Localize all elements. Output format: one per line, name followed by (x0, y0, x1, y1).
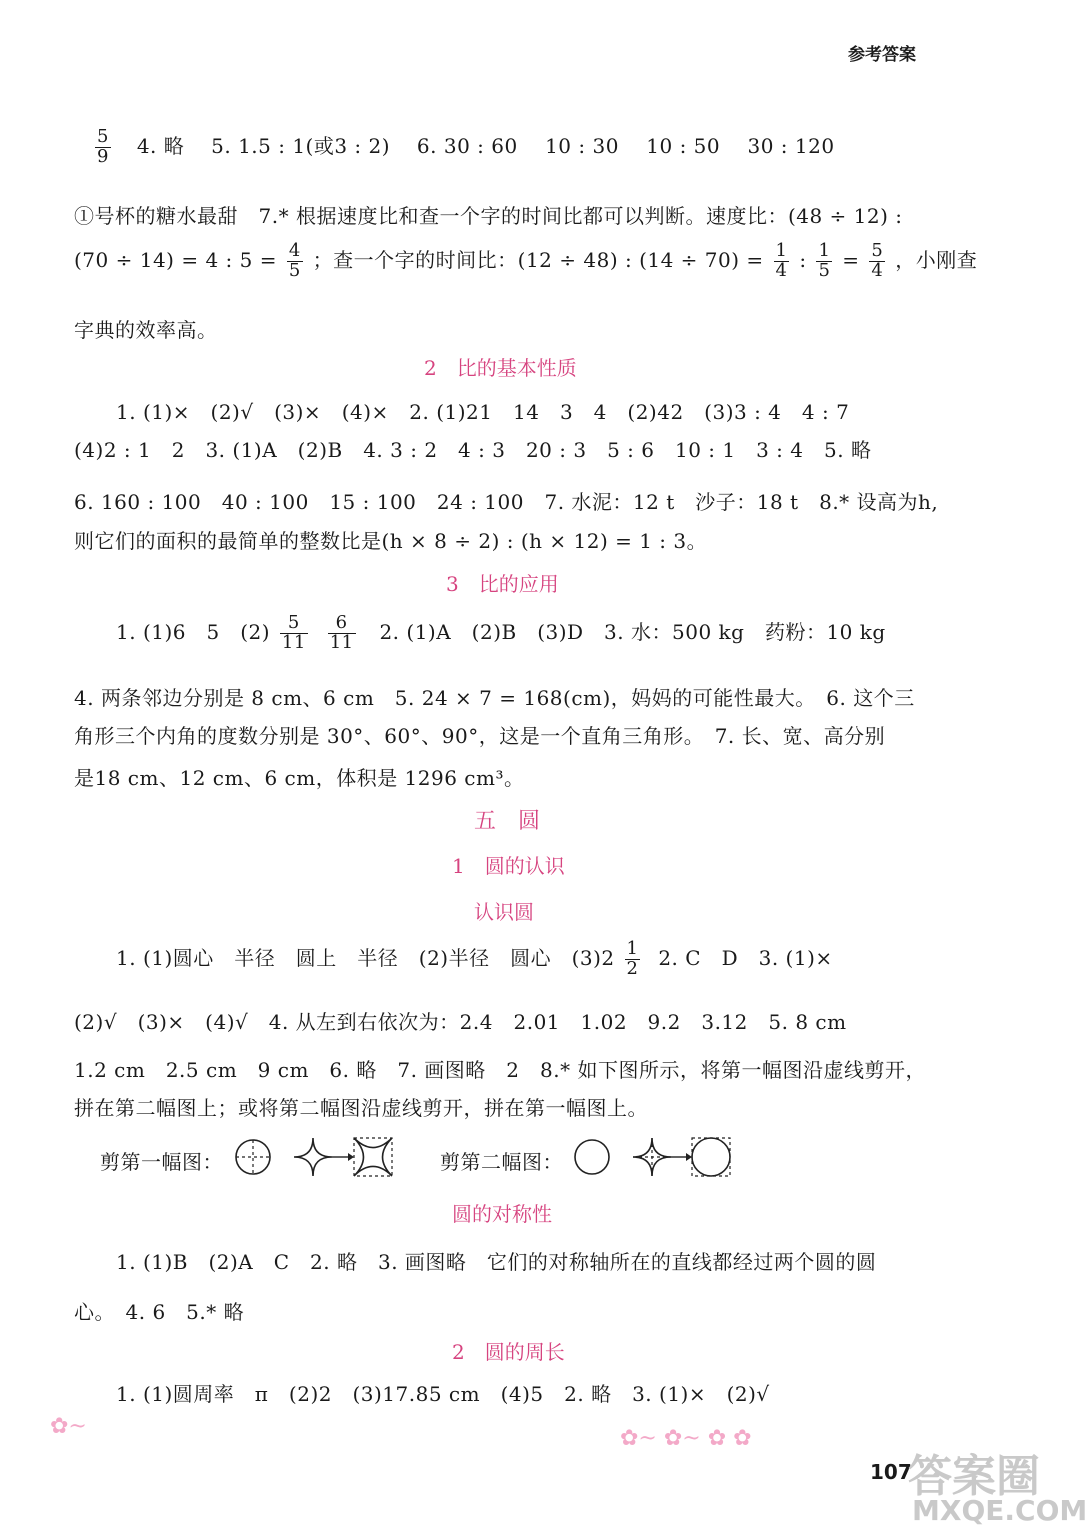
section-heading-3: 3 比的应用 (446, 572, 559, 596)
answer-line-5: 1. (1)× (2)√ (3)× (4)× 2. (1)21 14 3 4 (2)42 (3)3 : 4 4 : 7 (116, 400, 850, 424)
circle-shape (236, 1140, 270, 1174)
cut-figure-2 (570, 1130, 740, 1180)
cut-label-1: 剪第一幅图： (100, 1150, 223, 1174)
answer-line-18: 心。 4. 6 5.* 略 (74, 1300, 245, 1324)
answer-line-15: 1.2 cm 2.5 cm 9 cm 6. 略 7. 画图略 2 8.* 如下图所示，将第一幅图沿虚线剪开， (74, 1058, 926, 1082)
answer-line-12: 是18 cm、12 cm、6 cm，体积是 1296 cm³。 (74, 766, 525, 790)
unit-heading: 五 圆 (474, 809, 541, 834)
fraction: $\frac{5}{9}$ (97, 126, 109, 167)
answer-line-19: 1. (1)圆周率 π (2)2 (3)17.85 cm (4)5 2. 略 3. (1)× (2)√ (116, 1382, 770, 1406)
cut-figure-1 (232, 1130, 402, 1180)
answer-line-3: (70 ÷ 14) = 4 : 5 = $\frac{4}{5}$ ；查一个字的时间比：(12 ÷ 48) : (14 ÷ 70) = $\frac{1}{4}$ : $\frac{1}{5}$ = $\frac{5}{4}$ ，小刚查 (74, 240, 978, 281)
section-heading-2: 2 比的基本性质 (424, 356, 577, 380)
page-number: 107 (870, 1460, 912, 1484)
circle-shape (575, 1140, 609, 1174)
answer-line-1: $\frac{5}{9}$ 4. 略 5. 1.5 : 1(或3 : 2) 6. 30 : 60 10 : 30 10 : 50 30 : 120 (97, 126, 835, 167)
page-header: 参考答案 (848, 45, 916, 65)
subsection-heading-1: 认识圆 (474, 900, 534, 924)
answer-line-16: 拼在第二幅图上；或将第二幅图沿虚线剪开，拼在第一幅图上。 (74, 1096, 648, 1120)
decoration-sprig: ✿~ (50, 1414, 87, 1439)
section-heading-5-1: 1 圆的认识 (452, 854, 565, 878)
watermark-url: MXQE.COM (912, 1494, 1087, 1527)
answer-line-9: 1. (1)6 5 (2) $\frac{5}{11}$ $\frac{6}{11}$ 2. (1)A (2)B (3)D 3. 水：500 kg 药粉：10 kg (116, 612, 886, 653)
decoration-sprig: ✿~ ✿~ ✿ ✿ (620, 1426, 752, 1451)
answer-line-6: (4)2 : 1 2 3. (1)A (2)B 4. 3 : 2 4 : 3 20 : 3 5 : 6 10 : 1 3 : 4 5. 略 (74, 438, 872, 462)
answer-line-13: 1. (1)圆心 半径 圆上 半径 (2)半径 圆心 (3)2 $\frac{1}{2}$ 2. C D 3. (1)× (116, 938, 833, 979)
cut-label-2: 剪第二幅图： (440, 1150, 563, 1174)
answer-line-4: 字典的效率高。 (74, 318, 218, 342)
answer-line-8: 则它们的面积的最简单的整数比是(h × 8 ÷ 2) : (h × 12) = 1 : 3。 (74, 529, 708, 553)
answer-line-14: (2)√ (3)× (4)√ 4. 从左到右依次为：2.4 2.01 1.02 9.2 3.12 5. 8 cm (74, 1010, 847, 1034)
subsection-heading-2: 圆的对称性 (452, 1202, 552, 1226)
answer-line-2: ①号杯的糖水最甜 7.* 根据速度比和查一个字的时间比都可以判断。速度比：(48 ÷ 12) : (74, 204, 903, 228)
answer-line-7: 6. 160 : 100 40 : 100 15 : 100 24 : 100 7. 水泥：12 t 沙子：18 t 8.* 设高为h, (74, 490, 939, 514)
watermark-logo: 答案圈 (908, 1451, 1040, 1502)
answer-line-17: 1. (1)B (2)A C 2. 略 3. 画图略 它们的对称轴所在的直线都经过两个圆的圆 (116, 1250, 877, 1274)
section-heading-5-2: 2 圆的周长 (452, 1340, 565, 1364)
answer-line-11: 角形三个内角的度数分别是 30°、60°、90°，这是一个直角三角形。 7. 长、宽、高分别 (74, 724, 886, 748)
answer-line-10: 4. 两条邻边分别是 8 cm、6 cm 5. 24 × 7 = 168(cm)，妈妈的可能性最大。 6. 这个三 (74, 686, 915, 710)
star-shape (294, 1138, 332, 1176)
